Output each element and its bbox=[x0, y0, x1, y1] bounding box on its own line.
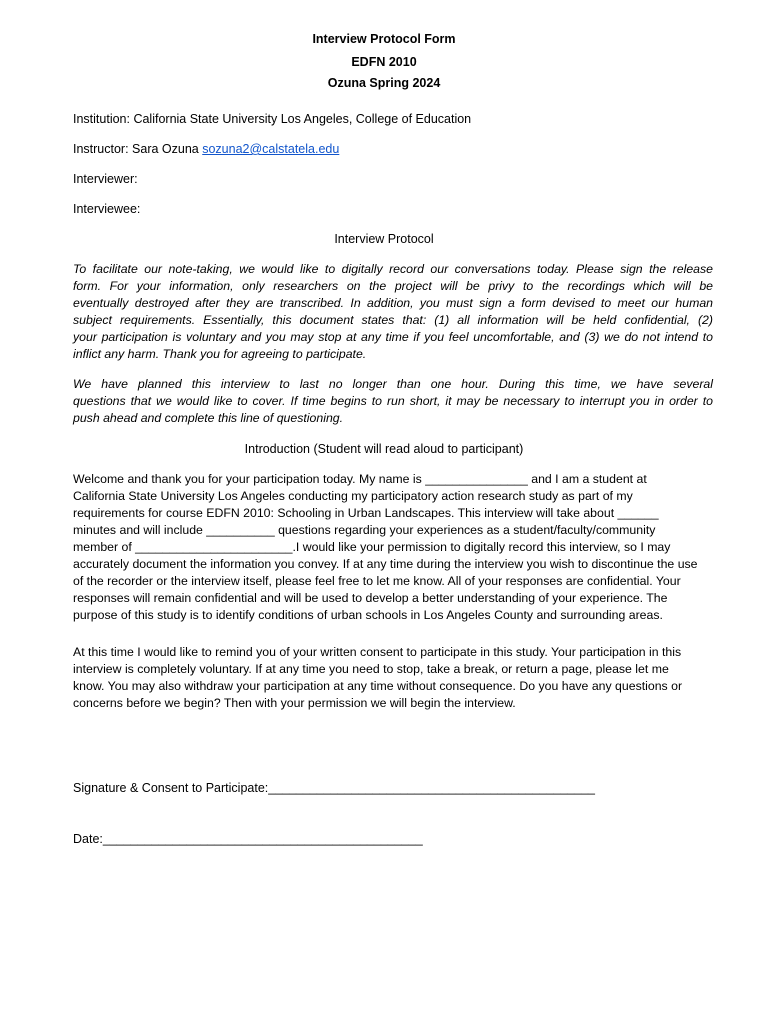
paragraph-line: To facilitate our note-taking, we would like to digitally record our conversations today. Please sign the release bbox=[73, 262, 713, 276]
interviewer-label: Interviewer: bbox=[73, 172, 138, 186]
paragraph-line: concerns before we begin? Then with your permission we will begin the interview. bbox=[73, 696, 516, 710]
signature-consent-line[interactable]: Signature & Consent to Participate:_______________________________________________ bbox=[73, 781, 595, 795]
introduction-heading: Introduction (Student will read aloud to participant) bbox=[244, 442, 524, 456]
introduction-paragraph-1 bbox=[73, 471, 713, 624]
paragraph-line: inflict any harm. Thank you for agreeing to participate. bbox=[73, 347, 367, 361]
paragraph-line: California State University Los Angeles conducting my participatory action research study as part of my bbox=[73, 489, 633, 503]
paragraph-line: know. You may also withdraw your participation at any time without consequence. Do you have any questions or bbox=[73, 679, 683, 693]
paragraph-line: minutes and will include __________ questions regarding your experiences as a student/faculty/community bbox=[73, 523, 656, 537]
institution-line: Institution: California State University Los Angeles, College of Education bbox=[73, 112, 472, 126]
instructor-label: Instructor: Sara Ozuna bbox=[73, 142, 203, 156]
instructor-email-link[interactable]: sozuna2@calstatela.edu bbox=[202, 142, 340, 156]
protocol-heading: Interview Protocol bbox=[334, 232, 434, 246]
protocol-paragraph-1 bbox=[73, 261, 713, 363]
paragraph-line: of the recorder or the interview itself, please feel free to let me know. All of your responses are confidential. Your bbox=[73, 574, 681, 588]
paragraph-line: accurately document the information you convey. If at any time during the interview you wish to discontinue the use bbox=[73, 557, 698, 571]
introduction-paragraph-2 bbox=[73, 644, 713, 712]
form-title: Interview Protocol Form bbox=[312, 32, 456, 46]
paragraph-line: We have planned this interview to last no longer than one hour. During this time, we have several bbox=[73, 377, 713, 391]
protocol-paragraph-2 bbox=[73, 376, 713, 427]
paragraph-line: eventually destroyed after they are transcribed. In addition, you must sign a form devised to meet our human bbox=[73, 296, 713, 310]
paragraph-line: subject requirements. Essentially, this document states that: (1) all information will be held confidential, (2) bbox=[73, 313, 713, 327]
paragraph-line: push ahead and complete this line of questioning. bbox=[73, 411, 344, 425]
paragraph-line: purpose of this study is to identify conditions of urban schools in Los Angeles County and surrounding areas. bbox=[73, 608, 663, 622]
paragraph-line: form. For your information, only researchers on the project will be privy to the recordings which will be bbox=[73, 279, 713, 293]
paragraph-line: your participation is voluntary and you may stop at any time if you feel uncomfortable, and (3) we do not intend to bbox=[73, 330, 713, 344]
date-line[interactable]: Date:______________________________________________ bbox=[73, 832, 423, 846]
instructor-line bbox=[73, 142, 339, 156]
interviewee-label: Interviewee: bbox=[73, 202, 141, 216]
term-line: Ozuna Spring 2024 bbox=[327, 76, 441, 90]
paragraph-line: requirements for course EDFN 2010: Schooling in Urban Landscapes. This interview will take about ______ bbox=[73, 506, 659, 520]
paragraph-line: responses will remain confidential and will be used to develop a better understanding of your experience. The bbox=[73, 591, 668, 605]
paragraph-line: interview is completely voluntary. If at any time you need to stop, take a break, or return a page, please let me bbox=[73, 662, 669, 676]
paragraph-line: At this time I would like to remind you of your written consent to participate in this study. Your participation in this bbox=[73, 645, 682, 659]
paragraph-line: Welcome and thank you for your participation today. My name is _______________ and I am a student at bbox=[73, 472, 647, 486]
paragraph-line: questions that we would like to cover. If time begins to run short, it may be necessary to interrupt you in order to bbox=[73, 394, 713, 408]
paragraph-line: member of _______________________.I would like your permission to digitally record this interview, so I may bbox=[73, 540, 671, 554]
course-code: EDFN 2010 bbox=[351, 55, 417, 69]
